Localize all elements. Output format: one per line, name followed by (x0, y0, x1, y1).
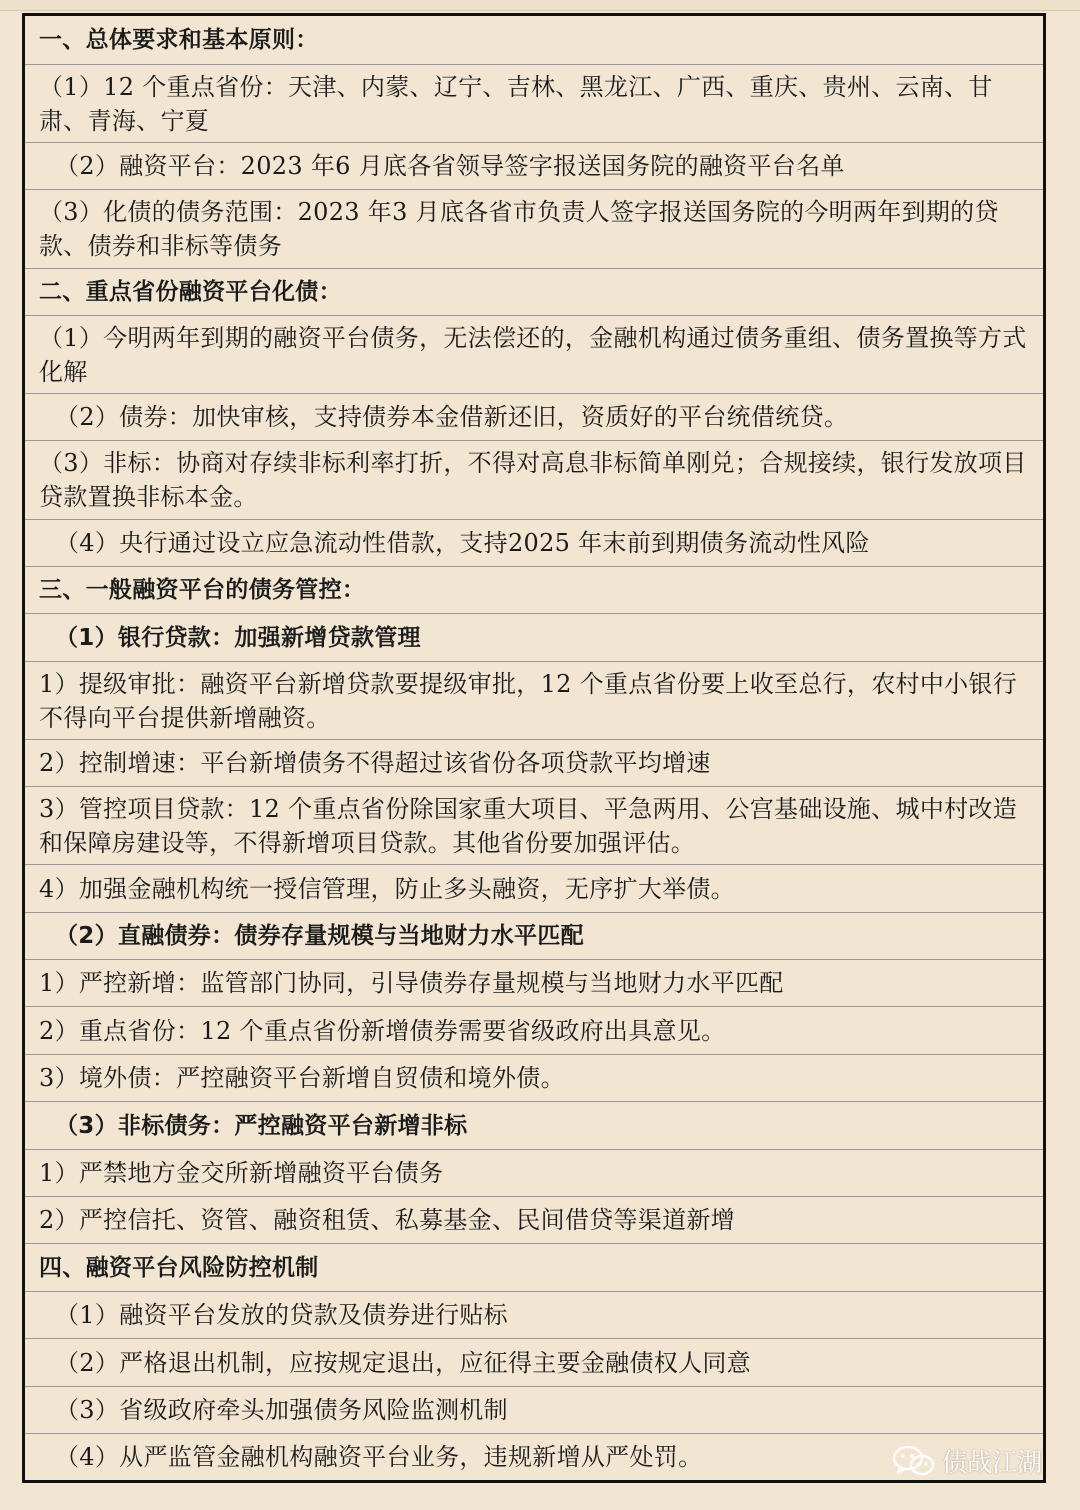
table-row: （1）12 个重点省份：天津、内蒙、辽宁、吉林、黑龙江、广西、重庆、贵州、云南、甘肃、青海、宁夏 (25, 65, 1043, 143)
wechat-icon (892, 1444, 936, 1478)
subsection-heading: （3）非标债务：严控融资平台新增非标 (25, 1102, 1043, 1150)
table-row: 2）严控信托、资管、融资租赁、私募基金、民间借贷等渠道新增 (25, 1197, 1043, 1244)
watermark-text: 债战江湖 (941, 1448, 1042, 1477)
table-row: 1）提级审批：融资平台新增贷款要提级审批，12 个重点省份要上收至总行，农村中小银行不得向平台提供新增融资。 (25, 662, 1043, 740)
table-row: 3）管控项目贷款：12 个重点省份除国家重大项目、平急两用、公宫基础设施、城中村改造和保障房建设等，不得新增项目贷款。其他省份要加强评估。 (25, 787, 1043, 865)
section-heading: 二、重点省份融资平台化债： (25, 269, 1043, 316)
table-row: （3）化债的债务范围：2023 年3 月底各省市负责人签字报送国务院的今明两年到期的贷款、债券和非标等债务 (25, 190, 1043, 269)
table-row: 1）严禁地方金交所新增融资平台债务 (25, 1150, 1043, 1197)
account-watermark (892, 1443, 1042, 1479)
table-row: （4）从严监管金融机构融资平台业务，违规新增从严处罚。 (55, 1443, 703, 1471)
table-row: （2）融资平台：2023 年6 月底各省领导签字报送国务院的融资平台名单 (25, 143, 1043, 190)
table-row: （3）省级政府牵头加强债务风险监测机制 (25, 1387, 1043, 1434)
policy-outline-table (22, 13, 1046, 1483)
table-row: （2）严格退出机制，应按规定退出，应征得主要金融债权人同意 (25, 1339, 1043, 1387)
cropped-top-strip (0, 0, 1080, 11)
subsection-heading: （1）银行贷款：加强新增贷款管理 (25, 614, 1043, 662)
table-row: （2）债券：加快审核，支持债券本金借新还旧，资质好的平台统借统贷。 (25, 394, 1043, 441)
subsection-heading: （2）直融债券：债券存量规模与当地财力水平匹配 (25, 913, 1043, 960)
table-row: 4）加强金融机构统一授信管理，防止多头融资，无序扩大举债。 (25, 865, 1043, 913)
table-row: 1）严控新增：监管部门协同，引导债券存量规模与当地财力水平匹配 (25, 960, 1043, 1007)
section-heading: 一、总体要求和基本原则： (25, 16, 1043, 65)
section-heading: 三、一般融资平台的债务管控： (25, 567, 1043, 614)
table-row: 2）控制增速：平台新增债务不得超过该省份各项贷款平均增速 (25, 740, 1043, 787)
table-row: 2）重点省份：12 个重点省份新增债券需要省级政府出具意见。 (25, 1007, 1043, 1055)
table-row: （3）非标：协商对存续非标利率打折，不得对高息非标简单刚兑；合规接续，银行发放项目贷款置换非标本金。 (25, 441, 1043, 520)
table-row: 3）境外债：严控融资平台新增自贸债和境外债。 (25, 1055, 1043, 1102)
table-row: （1）融资平台发放的贷款及债券进行贴标 (25, 1292, 1043, 1339)
table-row: （4）央行通过设立应急流动性借款，支持2025 年末前到期债务流动性风险 (25, 520, 1043, 567)
section-heading: 四、融资平台风险防控机制 (25, 1244, 1043, 1292)
table-row: （1）今明两年到期的融资平台债务，无法偿还的，金融机构通过债务重组、债务置换等方式化解 (25, 316, 1043, 394)
